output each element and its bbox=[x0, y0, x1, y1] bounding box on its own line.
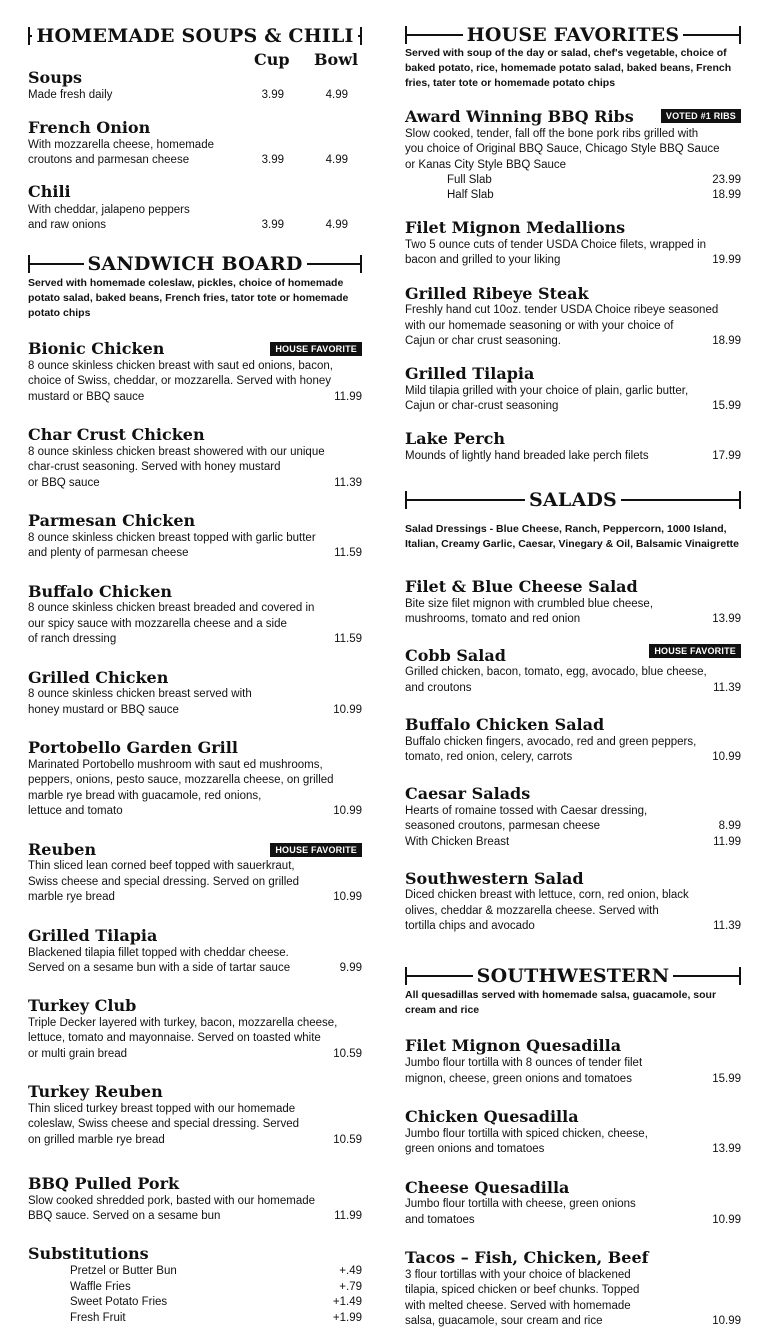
item-desc-line: tilapia, spiced chicken or beef chunks. Topped bbox=[405, 1284, 640, 1296]
item-desc-line: Served on a sesame bun with a side of tartar sauce bbox=[28, 962, 291, 974]
item-desc-line: Bite size filet mignon with crumbled blue cheese, bbox=[405, 598, 654, 610]
item-desc-line: with melted cheese. Served with homemade bbox=[405, 1300, 631, 1312]
house-favorite-badge: HOUSE FAVORITE bbox=[649, 644, 741, 658]
item-desc-line: Swiss cheese and special dressing. Served on grilled bbox=[28, 876, 300, 888]
item-desc-line: Mounds of lightly hand breaded lake perch filets bbox=[405, 450, 649, 462]
item-desc-line: mustard or BBQ sauce bbox=[28, 391, 145, 403]
item-desc-line: Buffalo chicken fingers, avocado, red and green peppers, bbox=[405, 736, 697, 748]
item-name: Reuben bbox=[28, 840, 97, 859]
item-desc-line: lettuce and tomato bbox=[28, 805, 123, 817]
item-desc-line: Made fresh daily bbox=[28, 89, 113, 101]
item-desc-line: Slow cooked, tender, fall off the bone pork ribs grilled with bbox=[405, 128, 699, 140]
soups-header-title: HOMEMADE SOUPS & CHILI bbox=[32, 25, 357, 47]
item-price: 11.39 bbox=[334, 477, 362, 489]
house-favorite-badge: HOUSE FAVORITE bbox=[270, 843, 362, 857]
item-desc-line: or BBQ sauce bbox=[28, 477, 100, 489]
item-desc-line: Diced chicken breast with lettuce, corn, red onion, black bbox=[405, 889, 689, 901]
item-desc-line: croutons and parmesan cheese bbox=[28, 154, 190, 166]
item-desc-line: BBQ sauce. Served on a sesame bun bbox=[28, 1210, 221, 1222]
item-desc-line: Slow cooked shredded pork, basted with our homemade bbox=[28, 1195, 316, 1207]
item-desc-line: 8 ounce skinless chicken breast topped with garlic butter bbox=[28, 532, 316, 544]
item-desc-line: olives, cheddar & mozzarella cheese. Served with bbox=[405, 905, 659, 917]
item-desc-line: 3 flour tortillas with your choice of blackened bbox=[405, 1269, 631, 1281]
item-price: 11.99 bbox=[334, 1210, 362, 1222]
item-name: Turkey Reuben bbox=[28, 1082, 163, 1101]
item-name: Buffalo Chicken Salad bbox=[405, 715, 605, 734]
item-desc-line: mushrooms, tomato and red onion bbox=[405, 613, 581, 625]
salads-section-header bbox=[405, 488, 741, 512]
item-name: Grilled Tilapia bbox=[405, 364, 535, 383]
item-price: 15.99 bbox=[712, 400, 741, 412]
item-price: 10.99 bbox=[333, 891, 362, 903]
item-desc-line: marble rye bread bbox=[28, 891, 115, 903]
item-desc-line: choice of Swiss, cheddar, or mozzarella. Served with honey bbox=[28, 375, 331, 387]
item-price: 17.99 bbox=[712, 450, 741, 462]
item-desc-line: With Chicken Breast bbox=[405, 836, 510, 848]
item-name: Parmesan Chicken bbox=[28, 511, 196, 530]
sandwich-section-header bbox=[28, 252, 362, 276]
item-name: Char Crust Chicken bbox=[28, 425, 205, 444]
item-desc-line: With mozzarella cheese, homemade bbox=[28, 139, 214, 151]
item-name: Tacos – Fish, Chicken, Beef bbox=[405, 1248, 649, 1267]
substitution-label: Sweet Potato Fries bbox=[70, 1296, 168, 1308]
substitution-price: +.49 bbox=[339, 1265, 362, 1277]
item-price: 8.99 bbox=[718, 820, 741, 832]
slab-option-label: Half Slab bbox=[447, 189, 494, 201]
item-name: Grilled Chicken bbox=[28, 668, 169, 687]
item-name: Lake Perch bbox=[405, 429, 506, 448]
soups-section-header bbox=[28, 24, 362, 48]
substitution-label: Pretzel or Butter Bun bbox=[70, 1265, 177, 1277]
item-desc-line: Jumbo flour tortilla with cheese, green onions bbox=[405, 1198, 636, 1210]
southwestern-header-title: SOUTHWESTERN bbox=[473, 965, 674, 987]
house-favorites-intro: Served with soup of the day or salad, chef's vegetable, choice of baked potato, rice, homemade potato salad, baked beans, French fries, tater tote or homemade potato chips bbox=[405, 47, 732, 89]
item-desc-line: Grilled chicken, bacon, tomato, egg, avocado, blue cheese, bbox=[405, 666, 707, 678]
item-price: 10.99 bbox=[712, 1214, 741, 1226]
item-name: Southwestern Salad bbox=[405, 869, 584, 888]
item-desc-line: or Kanas City Style BBQ Sauce bbox=[405, 159, 567, 171]
substitution-label: Waffle Fries bbox=[70, 1281, 131, 1293]
bowl-price: 4.99 bbox=[325, 219, 348, 231]
item-name: Soups bbox=[28, 68, 83, 87]
item-name: Caesar Salads bbox=[405, 784, 531, 803]
item-price: 19.99 bbox=[712, 254, 741, 266]
item-price: 10.99 bbox=[712, 1315, 741, 1327]
slab-option-price: 18.99 bbox=[712, 189, 741, 201]
salad-dressings-intro: Salad Dressings - Blue Cheese, Ranch, Peppercorn, 1000 Island, Italian, Creamy Garlic, Caesar, Vinegary & Oil, Balsamic Vinaigrette bbox=[405, 523, 740, 550]
item-name: Filet Mignon Medallions bbox=[405, 218, 626, 237]
item-desc-line: or multi grain bread bbox=[28, 1048, 128, 1060]
southwestern-section-header bbox=[405, 964, 741, 988]
item-desc-line: Thin sliced turkey breast topped with our homemade bbox=[28, 1103, 296, 1115]
item-price: 10.99 bbox=[712, 751, 741, 763]
item-desc-line: Triple Decker layered with turkey, bacon, mozzarella cheese, bbox=[28, 1017, 338, 1029]
item-price: 10.99 bbox=[333, 805, 362, 817]
item-desc-line: with our homemade seasoning or with your choice of bbox=[405, 320, 674, 332]
item-name: Turkey Club bbox=[28, 996, 137, 1015]
item-name: Chicken Quesadilla bbox=[405, 1107, 579, 1126]
item-desc-line: coleslaw, Swiss cheese and special dressing. Served bbox=[28, 1118, 300, 1130]
cup-price: 3.99 bbox=[261, 89, 284, 101]
item-desc-line: 8 ounce skinless chicken breast breaded and covered in bbox=[28, 602, 315, 614]
house-favorites-header-title: HOUSE FAVORITES bbox=[463, 24, 684, 46]
voted-best-ribs-badge: VOTED #1 RIBS bbox=[661, 109, 741, 123]
item-name: BBQ Pulled Pork bbox=[28, 1174, 180, 1193]
item-desc-line: Two 5 ounce cuts of tender USDA Choice filets, wrapped in bbox=[405, 239, 707, 251]
item-desc-line: 8 ounce skinless chicken breast showered with our unique bbox=[28, 446, 325, 458]
item-desc-line: Marinated Portobello mushroom with saut ed mushrooms, bbox=[28, 759, 323, 771]
item-desc-line: 8 ounce skinless chicken breast with saut ed onions, bacon, bbox=[28, 360, 333, 372]
item-name: Filet & Blue Cheese Salad bbox=[405, 577, 638, 596]
item-desc-line: Mild tilapia grilled with your choice of plain, garlic butter, bbox=[405, 385, 689, 397]
item-price: 11.99 bbox=[713, 836, 741, 848]
item-price: 10.59 bbox=[333, 1048, 362, 1060]
cup-column-label: Cup bbox=[254, 50, 290, 69]
bowl-price: 4.99 bbox=[325, 154, 348, 166]
item-desc-line: Hearts of romaine tossed with Caesar dressing, bbox=[405, 805, 648, 817]
item-desc-line: marble rye bread with guacamole, red onions, bbox=[28, 790, 262, 802]
item-desc-line: Jumbo flour tortilla with spiced chicken, cheese, bbox=[405, 1128, 648, 1140]
substitution-label: Fresh Fruit bbox=[70, 1312, 126, 1324]
item-desc-line: and tomatoes bbox=[405, 1214, 475, 1226]
slab-option-price: 23.99 bbox=[712, 174, 741, 186]
item-desc-line: seasoned croutons, parmesan cheese bbox=[405, 820, 600, 832]
salads-header-title: SALADS bbox=[525, 489, 621, 511]
substitution-price: +1.49 bbox=[332, 1296, 362, 1308]
item-name: Award Winning BBQ Ribs bbox=[405, 107, 634, 126]
item-desc-line: peppers, onions, pesto sauce, mozzarella cheese, on grilled bbox=[28, 774, 334, 786]
item-desc-line: 8 ounce skinless chicken breast served with bbox=[28, 688, 252, 700]
item-desc-line: honey mustard or BBQ sauce bbox=[28, 704, 179, 716]
house-favorites-section-header bbox=[405, 23, 741, 47]
item-price: 9.99 bbox=[339, 962, 362, 974]
house-favorite-badge: HOUSE FAVORITE bbox=[270, 342, 362, 356]
item-desc-line: Freshly hand cut 10oz. tender USDA Choice ribeye seasoned bbox=[405, 304, 719, 316]
substitutions-title: Substitutions bbox=[28, 1244, 149, 1263]
item-desc-line: Thin sliced lean corned beef topped with sauerkraut, bbox=[28, 860, 295, 872]
item-name: Cobb Salad bbox=[405, 646, 506, 665]
item-desc-line: Blackened tilapia fillet topped with cheddar cheese. bbox=[28, 947, 289, 959]
item-desc-line: salsa, guacamole, sour cream and rice bbox=[405, 1315, 603, 1327]
item-desc-line: tortilla chips and avocado bbox=[405, 920, 535, 932]
item-name: French Onion bbox=[28, 118, 151, 137]
item-desc-line: and plenty of parmesan cheese bbox=[28, 547, 189, 559]
item-price: 15.99 bbox=[712, 1073, 741, 1085]
item-price: 11.39 bbox=[713, 920, 741, 932]
item-price: 11.59 bbox=[334, 547, 362, 559]
item-name: Bionic Chicken bbox=[28, 339, 165, 358]
item-desc-line: you choice of Original BBQ Sauce, Chicago Style BBQ Sauce bbox=[405, 143, 720, 155]
sandwich-intro: Served with homemade coleslaw, pickles, choice of homemade potato salad, baked beans, French fries, tator tote or homemade potato chips bbox=[28, 277, 349, 319]
cup-price: 3.99 bbox=[261, 219, 284, 231]
substitution-price: +1.99 bbox=[332, 1312, 362, 1324]
item-desc-line: and raw onions bbox=[28, 219, 106, 231]
item-desc-line: mignon, cheese, green onions and tomatoes bbox=[405, 1073, 632, 1085]
substitution-price: +.79 bbox=[339, 1281, 362, 1293]
item-name: Grilled Ribeye Steak bbox=[405, 284, 589, 303]
item-desc-line: With cheddar, jalapeno peppers bbox=[28, 204, 190, 216]
item-desc-line: of ranch dressing bbox=[28, 633, 117, 645]
slab-option-label: Full Slab bbox=[447, 174, 492, 186]
bowl-price: 4.99 bbox=[325, 89, 348, 101]
item-name: Buffalo Chicken bbox=[28, 582, 173, 601]
item-desc-line: Cajun or char crust seasoning. bbox=[405, 335, 561, 347]
southwestern-intro: All quesadillas served with homemade salsa, guacamole, sour cream and rice bbox=[405, 989, 717, 1016]
cup-price: 3.99 bbox=[261, 154, 284, 166]
item-desc-line: Jumbo flour tortilla with 8 ounces of tender filet bbox=[405, 1057, 643, 1069]
item-desc-line: and croutons bbox=[405, 682, 472, 694]
item-price: 13.99 bbox=[712, 613, 741, 625]
item-price: 11.59 bbox=[334, 633, 362, 645]
item-price: 13.99 bbox=[712, 1143, 741, 1155]
item-desc-line: tomato, red onion, celery, carrots bbox=[405, 751, 573, 763]
item-name: Cheese Quesadilla bbox=[405, 1178, 570, 1197]
item-price: 18.99 bbox=[712, 335, 741, 347]
item-desc-line: lettuce, tomato and mayonnaise. Served on toasted white bbox=[28, 1032, 321, 1044]
item-desc-line: char-crust seasoning. Served with honey mustard bbox=[28, 461, 281, 473]
bowl-column-label: Bowl bbox=[314, 50, 359, 69]
item-name: Portobello Garden Grill bbox=[28, 738, 238, 757]
item-desc-line: bacon and grilled to your liking bbox=[405, 254, 561, 266]
item-name: Grilled Tilapia bbox=[28, 926, 158, 945]
item-desc-line: green onions and tomatoes bbox=[405, 1143, 545, 1155]
item-name: Chili bbox=[28, 182, 71, 201]
item-price: 11.99 bbox=[334, 391, 362, 403]
item-price: 10.99 bbox=[333, 704, 362, 716]
item-desc-line: Cajun or char-crust seasoning bbox=[405, 400, 559, 412]
sandwich-header-title: SANDWICH BOARD bbox=[84, 253, 307, 275]
item-price: 11.39 bbox=[713, 682, 741, 694]
item-price: 10.59 bbox=[333, 1134, 362, 1146]
item-desc-line: on grilled marble rye bread bbox=[28, 1134, 165, 1146]
item-desc-line: our spicy sauce with mozzarella cheese and a side bbox=[28, 618, 287, 630]
item-name: Filet Mignon Quesadilla bbox=[405, 1036, 622, 1055]
